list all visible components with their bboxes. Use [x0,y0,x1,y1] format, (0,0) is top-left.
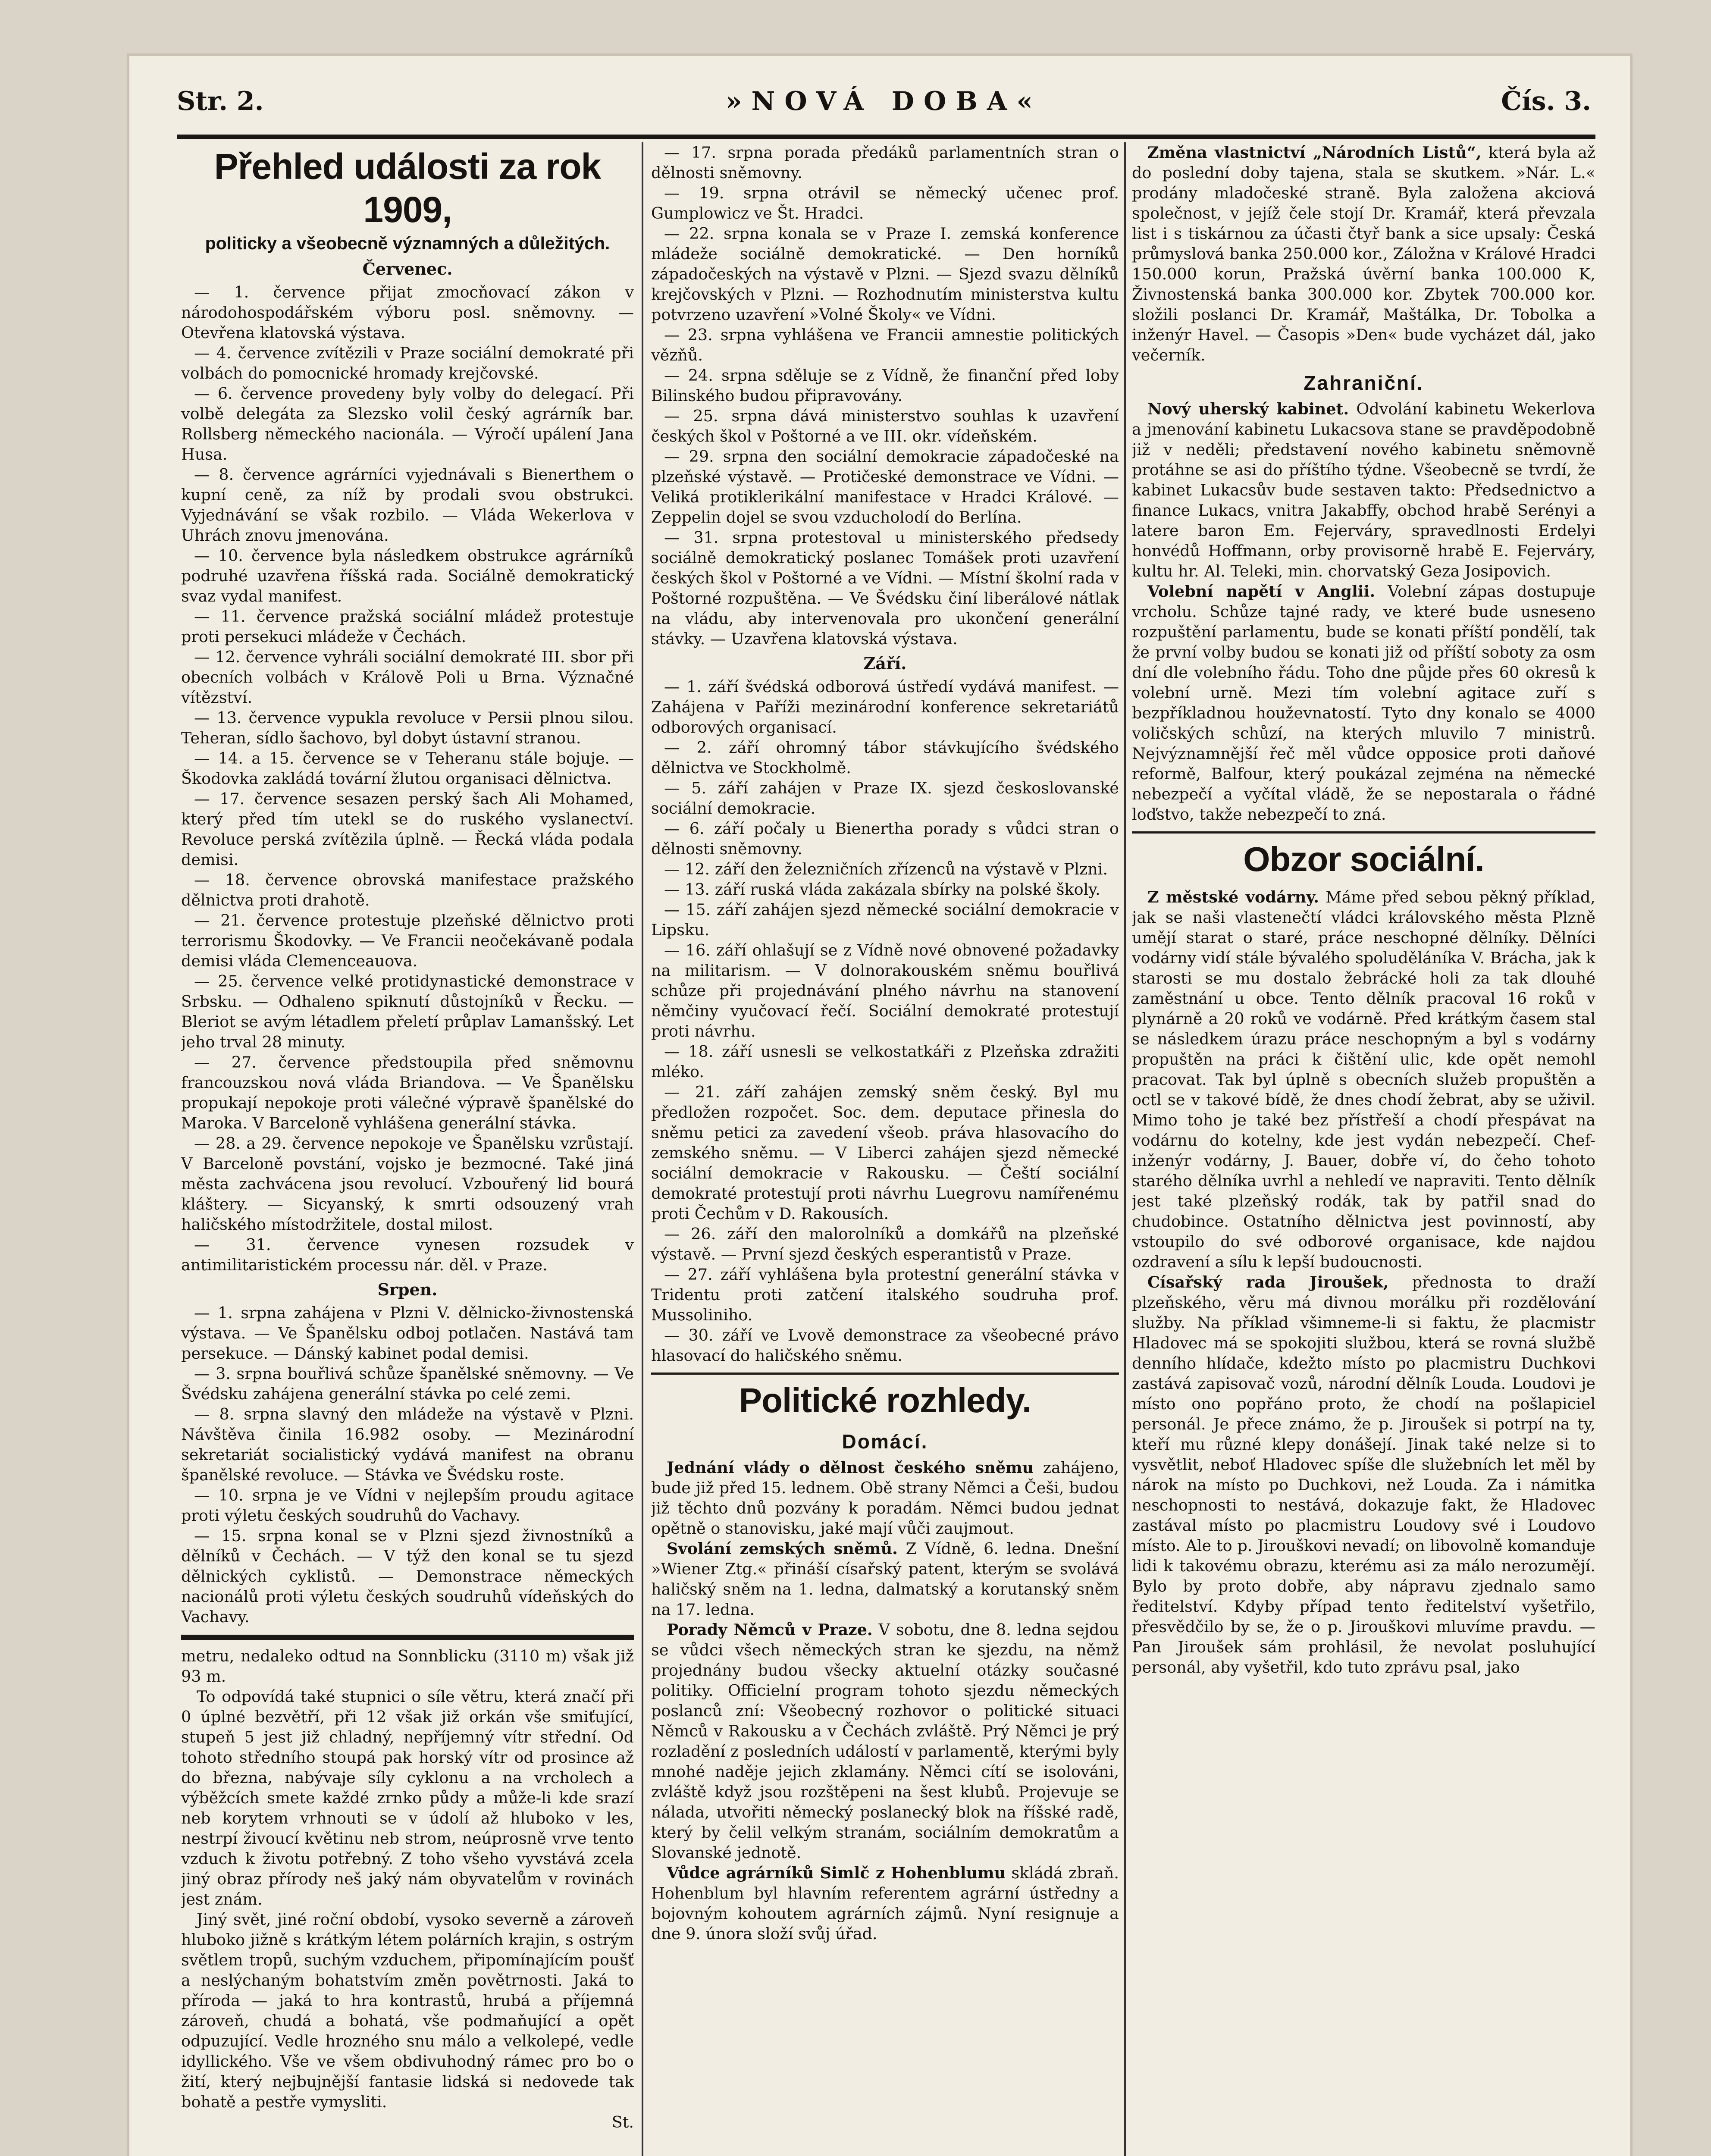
chronicle-subheadline: politicky a všeobecně významných a důležitých. [205,233,610,253]
chronicle-entry: — 6. září počaly u Bienertha porady s vůdci stran o dělnosti sněmovny. [651,819,1119,858]
chronicle-entry: — 1. září švédská odborová ústředí vydává manifest. — Zahájena v Paříži mezinárodní konference sekretariátů odborových organisací. [651,677,1119,736]
chronicle-entry: — 30. září ve Lvově demonstrace za všeobecné právo hlasovací do haličského sněmu. [651,1326,1119,1365]
news-paragraph [651,1620,1119,1863]
chronicle-entry: — 5. září zahájen v Praze IX. sjezd českoslovanské sociální demokracie. [651,779,1119,818]
chronicle-entry: — 10. srpna je ve Vídni v nejlepším proudu agitace proti výletu českých soudruhů do Vachavy. [181,1486,634,1525]
chronicle-entry: — 1. července přijat zmocňovací zákon v národohospodářském výboru posl. sněmovny. — Otevřena klatovská výstava. [181,283,634,342]
news-text: přednosta to draží plzeňského, věru má divnou morálku při rozdělování služby. Na příklad všimneme-li si faktu, že placmistr Hladovec má se spokojiti službou, která se rovná službě denního hlídače, kdežto místo po placmistru Duchkovi zastává zapisovač vozů, národní dělník Louda. Loudovi je místo ono popřáno proto, že chodí na pošlapiciel personál. Je přece známo, že p. Jiroušek si potrpí na ty, kteří mu různé klepy donášejí. Jinak také nelze si to vysvětlit, neboť Hladovec spíše dle služebních let měl by nárok na místo po Duchkovi, než Louda. Za i námitka neschopnosti to nestává, dokazuje fakt, že Hladovec zastával místo po placmistru Loudovy své i Loudovo místo. Ale to p. Jirouškovi nevadí; on libovolně komanduje lidi k takovému obrazu, kterému asi za málo nerozumějí. Bylo by proto dobře, aby nápravu zjednalo samo ředitelství. Kdyby případ tento ředitelství vyšetřilo, přesvědčilo by se, že o p. Jirouškovi mluvíme pravdu. — Pan Jiroušek sám prohlásil, že nevolat posluhující personál, aby vyšetřil, kdo tuto zprávu psal, jako [1132,1273,1595,1677]
chronicle-entry: — 8. července agrárníci vyjednávali s Bienerthem o kupní ceně, za níž by prodali svou obstrukci. Vyjednávání se však rozbilo. — Vláda Wekerlova v Uhrách znovu jmenována. [181,465,634,545]
chronicle-entry: — 1. srpna zahájena v Plzni V. dělnicko-živnostenská výstava. — Ve Španělsku odboj potlačen. Nastává tam persekuce. — Dánský kabinet podal demisi. [181,1304,634,1363]
chronicle-entry: — 26. září den malorolníků a domkářů na plzeňské výstavě. — První sjezd českých esperantistů v Praze. [651,1225,1119,1263]
chronicle-entry: — 3. srpna bouřlivá schůze španělské sněmovny. — Ve Švédsku zahájena generální stávka po celé zemi. [181,1364,634,1403]
chronicle-headline: Přehled události za rok 1909, [214,146,601,230]
chronicle-entry: — 25. července velké protidynastické demonstrace v Srbsku. — Odhaleno spiknutí důstojníků v Řecku. — Bleriot se avým létadlem přeletí průplav Lamanšský. Let jeho trval 28 minuty. [181,972,634,1051]
feuilleton-paragraph: Jiný svět, jiné roční období, vysoko severně a zároveň hluboko jižně s krátkým létem polárních krajin, s ostrým světlem tropů, suchým vzduchem, připomínajícím poušť a neslýchaným bohatstvím změn povětrnosti. Jaká to příroda — jaká to hra kontrastů, hrubá a příjemná zároveň, chudá a bohatá, vše podmaňující a opět odpuzující. Vedle hrozného snu málo a velkolepé, vedle idyllického. Vše ve všem obdivuhodný rámec pro bo o žití, který nejbujnější fantasie lidská si nedovede tak bohatě a pestře vymysliti. [181,1910,634,2111]
news-lead: Jednání vlády o dělnost českého sněmu [667,1458,1034,1477]
feuilleton-signature: St. [611,2113,634,2131]
month-heading-september: Září. [863,654,907,673]
chronicle-entry: — 25. srpna dává ministerstvo souhlas k uzavření českých škol v Poštorné a ve III. okr. vídeňském. [651,407,1119,445]
news-text: skládá zbraň. Hohenblum byl hlavním referentem agrární ústředny a bojovným kohoutem agrárních zájmů. Nyní resignuje a dne 9. února složí svůj úřad. [651,1864,1119,1943]
chronicle-entry: — 13. září ruská vláda zakázala sbírky na polské školy. [664,880,1100,899]
column-rule-1 [642,142,643,2156]
news-paragraph [1132,887,1595,1272]
news-text: Volební zápas dostupuje vrcholu. Schůze tajné rady, ve které bude usneseno rozpuštění parlamentu, bude se konati příští pondělí, tak že první volby budou se konati již od příští soboty za osm dní dle volebního řádu. Toho dne půjde přes 60 okresů k volební urně. Mezi tím volební agitace zuří s bezpříkladnou houževnatostí. Tyto dny konalo se 4000 voličských schůzí, na kterých mluvilo 7 ministrů. Nejvýznamnější řeč měl vůdce opposice proti daňové reformě, Balfour, který poukázal zejména na německé nebezpečí a vyčítal vládě, že se nepostarala o řádné loďstvo, takže nebezpečí to zná. [1132,582,1595,824]
month-heading-august: Srpen. [377,1280,438,1299]
news-paragraph [651,1457,1119,1539]
month-heading-july: Červenec. [362,259,453,279]
chronicle-entry: — 22. srpna konala se v Praze I. zemská konference mládeže sociálně demokratické. — Den horníků západočeských na výstavě v Plzni. — Sjezd svazu dělníků krejčovských v Plzni. — Rozhodnutím ministerstva kultu potvrzeno uzavření »Volné Školy« ve Vídni. [651,224,1119,324]
chronicle-entry: — 21. září zahájen zemský sněm český. Byl mu předložen rozpočet. Soc. dem. deputace přinesla do sněmu petici za zavedení všeob. práva hlasovacího do zemského sněmu. — V Liberci zahájen sjezd německé sociální demokracie v Rakousku. — Čeští sociální demokraté protestují proti návrhu Luegrovu namířenému proti Čechům v D. Rakousích. [651,1083,1119,1223]
news-text: Z Vídně, 6. ledna. Dnešní »Wiener Ztg.« přináší císařský patent, kterým se svolává haličský sněm na 1. ledna, dalmatský a korutanský sněm na 17. ledna. [651,1539,1119,1619]
page-label-right: Čís. 3. [1501,86,1591,116]
feuilleton-separator [181,1635,634,1640]
chronicle-entry: — 15. srpna konal se v Plzni sjezd živnostníků a dělníků v Čechách. — V týž den konal se tu sjezd dělnických cyklistů. — Demonstrace německých nacionálů proti výletu českých soudruhů vídeňských do Vachavy. [181,1526,634,1626]
news-lead: Svolání zemských sněmů. [667,1539,898,1558]
chronicle-entry: — 31. srpna protestoval u ministerského předsedy sociálně demokratický poslanec Tomášek proti uzavření českých škol v Poštorné a ve Vídni. — Místní školní rada v Poštorné rozpuštěna. — Ve Švédsku činí liberálové nátlak na vládu, aby intervenovala pro ukončení generální stávky. — Uzavřena klatovská výstava. [651,528,1119,648]
chronicle-entry: — 27. září vyhlášena byla protestní generální stávka v Tridentu proti zatčení italského soudruha prof. Mussoliniho. [651,1265,1119,1324]
social-review-headline: Obzor sociální. [1243,840,1484,878]
page-label-left: Str. 2. [177,86,264,116]
news-text: která byla až do poslední doby tajena, stala se skutkem. »Nár. L.« prodány mladočeské straně. Byla založena akciová společnost, v jejíž čele stojí Dr. Kramář, která převzala list i s tiskárnou za účasti čtyř bank a sice upsaly: Česká průmyslová banka 250.000 kor., Záložna v Králové Hradci 150.000 korun, Pražská úvěrní banka 100.000 K, Živnostenská banka 300.000 kor. Zbytek 700.000 kor. složili poslanci Dr. Kramář, Maštálka, Dr. Tobolka a inženýr Havel. — Časopis »Den« bude vycházet dál, jako večerník. [1132,143,1595,364]
chronicle-entry: — 29. srpna den sociální demokracie západočeské na plzeňské výstavě. — Protičeské demonstrace ve Vídni. — Veliká protiklerikální manifestace v Hradci Králové. — Zeppelin dojel se svou vzducholodí do Berlína. [651,447,1119,526]
chronicle-entry: — 18. července obrovská manifestace pražského dělnictva proti drahotě. [181,871,634,909]
news-lead: Porady Němců v Praze. [667,1620,873,1639]
news-lead: Nový uherský kabinet. [1147,400,1349,418]
news-text: Odvolání kabinetu Wekerlova a jmenování kabinetu Lukacsova stane se pravděpodobně již v neděli; představení nového kabinetu sněmovně protáhne se asi do příštího týdne. Všeobecně se tvrdí, že kabinet Lukacsův bude sestaven takto: Předsednictvo a finance Lukacs, vnitra Jakabffy, obchod hrabě Serényi a latere baron Em. Fejerváry, spravedlnosti Erdelyi honvédů Hoffmann, orby provisorně hrabě E. Fejerváry, kultu hr. Al. Teleki, min. chorvatský Geza Josipovich. [1132,400,1595,580]
chronicle-entry: — 21. července protestuje plzeňské dělnictvo proti terrorismu Škodovky. — Ve Francii neočekávaně podala demisi vláda Clemenceauova. [181,911,634,970]
news-paragraph [651,1539,1119,1620]
news-paragraph [1132,581,1595,824]
chronicle-entry: — 17. července sesazen perský šach Ali Mohamed, který před tím utekl se do ruského vyslanectví. Revoluce perská zvítězila úplně. — Řecká vláda podala demisi. [181,790,634,869]
news-paragraph [1132,1272,1595,1677]
news-text: zahájeno, bude již před 15. lednem. Obě strany Němci a Češi, budou již těchto dnů pozvány k poradám. Němci budou jednat opětně o stanovisku, jaké mají vůči zaujmout. [651,1458,1119,1538]
chronicle-entry: — 12. září den železničních zřízenců na výstavě v Plzni. [664,860,1108,878]
news-lead: Vůdce agrárníků Simlč z Hohenblumu [667,1864,1006,1882]
chronicle-entry: — 15. září zahájen sjezd německé sociální demokracie v Lipsku. [651,900,1119,939]
chronicle-entry: — 31. července vynesen rozsudek v antimilitaristickém processu nár. děl. v Praze. [181,1235,634,1274]
chronicle-entry: — 10. července byla následkem obstrukce agrárníků podruhé uzavřena říšská rada. Sociálně demokratický svaz vydal manifest. [181,546,634,605]
chronicle-entry: — 12. července vyhráli sociální demokraté III. sbor při obecních volbách v Králově Poli u Brna. Význačné vítězství. [181,648,634,707]
column-2 [651,142,1119,2156]
news-text: V sobotu, dne 8. ledna sejdou se vůdci všech německých stran ke sjezdu, na němž projednány budou všecky aktuelní otázky současné politiky. Officielní program tohoto sjezdu německých poslanců zní: Všeobecný rozhovor o politické situaci Němců v Rakousku a v Čechách zvláště. Prý Němci je prý rozladění z posledních událostí v parlamentě, kterými byly mnohé naděje jejich zklamány. Němci cítí se isolováni, zvláště když jsou rozštěpeni na šest klubů. Projevuje se nálada, utvořiti německý poslanecký blok na říšské radě, který by čelil velkým stranám, sociálním demokratům a Slovanské jednotě. [651,1620,1119,1862]
news-paragraph [1132,399,1595,581]
newspaper-title: »NOVÁ DOBA« [726,86,1042,116]
chronicle-entry: — 24. srpna sděluje se z Vídně, že finanční před loby Bilinského budou připravovány. [651,366,1119,405]
news-lead: Volební napětí v Anglii. [1147,582,1376,601]
running-header [177,86,1591,134]
feuilleton-paragraph: metru, nedaleko odtud na Sonnblicku (3110 m) však již 93 m. [181,1647,634,1686]
chronicle-entry: — 17. srpna porada předáků parlamentních stran o dělnosti sněmovny. [651,143,1119,182]
section-separator [1132,831,1595,834]
chronicle-entry: — 19. srpna otrávil se německý učenec prof. Gumplowicz ve Št. Hradci. [651,184,1119,222]
header-rule [177,135,1595,139]
section-separator [651,1373,1119,1375]
column-1 [181,142,634,2156]
column-rule-2 [1124,142,1126,2156]
chronicle-entry: — 18. září usnesli se velkostatkáři z Plzeňska zdražiti mléko. [651,1042,1119,1081]
chronicle-entry: — 11. července pražská sociální mládež protestuje proti persekuci mládeže v Čechách. [181,607,634,646]
foreign-subheading: Zahraniční. [1304,372,1424,394]
feuilleton-paragraph: To odpovídá také stupnici o síle větru, která značí při 0 úplné bezvětří, při 12 však již orkán vše smiťující, stupeň 5 jest již chladný, nepříjemný vítr střední. Od tohoto středního stoupá pak horský vítr od prosince až do března, nabývaje síly cyklonu a na vrcholech a výběžcích smete každé zrnko půdy a může-li kde srazí neb korytem vrhnouti se v údolí až hluboko v les, nestrpí živoucí květinu neb strom, neúprosně vrve tento vzduch k životu potřebný. Z toho všeho vyvstává zcela jiný obraz přírody neš jaký nám obyvatelům v rovinách jest znám. [181,1687,634,1908]
chronicle-entry: — 14. a 15. července se v Teheranu stále bojuje. — Škodovka zakládá tovární žlutou organisaci dělnictva. [181,749,634,788]
political-review-headline: Politické rozhledy. [739,1381,1031,1420]
chronicle-entry: — 8. srpna slavný den mládeže na výstavě v Plzni. Návštěva činila 16.982 osoby. — Mezinárodní sekretariát socialistický vydává manifest na obranu španělské revoluce. — Stávka ve Švédsku roste. [181,1405,634,1484]
chronicle-entry: — 6. července provedeny byly volby do delegací. Při volbě delegáta za Slezsko volil český agrárník bar. Rollsberg německého nacionála. — Výročí upálení Jana Husa. [181,384,634,464]
chronicle-entry: — 16. září ohlašují se z Vídně nové obnovené požadavky na militarism. — V dolnorakouském sněmu bouřlivá schůze při projednávání plného návrhu na stanovení němčiny vyučovací řečí. Sociální demokraté protestují proti návrhu. [651,941,1119,1040]
chronicle-entry: — 28. a 29. července nepokoje ve Španělsku vzrůstají. V Barceloně povstání, vojsko je bezmocné. Také jiná města zachvácena jsou revolucí. Vzbouřený lid bourá kláštery. — Sicyanský, k smrti odsouzený vrah haličského místodržitele, dostal milost. [181,1134,634,1234]
news-paragraph [651,1863,1119,1944]
news-lead: Z městské vodárny. [1147,888,1319,906]
column-3 [1132,142,1595,2156]
news-paragraph [1132,142,1595,365]
domestic-subheading: Domácí. [842,1430,928,1453]
chronicle-entry: — 23. srpna vyhlášena ve Francii amnestie politických vězňů. [651,326,1119,364]
chronicle-entry: — 4. července zvítězili v Praze sociální demokraté při volbách do pomocnické hromady krejčovské. [181,344,634,382]
chronicle-entry: — 13. července vypukla revoluce v Persii plnou silou. Teheran, sídlo šachovo, byl dobyt ústavní stranou. [181,708,634,747]
news-lead: Změna vlastnictví „Národních Listů“, [1147,143,1482,162]
chronicle-entry: — 2. září ohromný tábor stávkujícího švédského dělnictva ve Stockholmě. [651,738,1119,777]
chronicle-entry: — 27. července předstoupila před sněmovnu francouzskou nová vláda Briandova. — Ve Španělsku propukají nepokoje proti válečné výpravě španělské do Maroka. V Barceloně vyhlášena generální stávka. [181,1053,634,1132]
news-text: Máme před sebou pěkný příklad, jak se naši vlastenečtí vládci královského města Plzně umějí starat o staré, práce neschopné dělníky. Dělníci vodárny vidí stále bývalého spoluděláníka V. Brácha, jak k starosti se mu dostalo žebrácké holi za tak dlouhé zaměstnání u obce. Tento dělník pracoval 16 roků v plynárně a 20 roků ve vodárně. Před krátkým časem stal se následkem úrazu práce neschopným a byl s vodárny propuštěn na práci k čištění ulic, kde opět nemohl pracovat. Tak byl úplně s obecních služeb propuštěn a octl se v takové bídě, že dnes chodí žebrat, aby se uživil. Mimo toho je také bez přístřeší a chodí přespávat na vodárnu do kotelny, kde jest vydán nebezpečí. Chef-inženýr vodárny, J. Bauer, dobře ví, do čeho tohoto starého dělníka uvrhl a nehledí ve napraviti. Tento dělník jest také plzeňský rodák, tak by patřil snad do chudobince. Ostatního dělnictva jest povinností, aby vstoupilo do své odborové organisace, kde najdou ozdravení a sílu k lepší budoucnosti. [1132,888,1595,1271]
news-lead: Císařský rada Jiroušek, [1147,1273,1389,1291]
